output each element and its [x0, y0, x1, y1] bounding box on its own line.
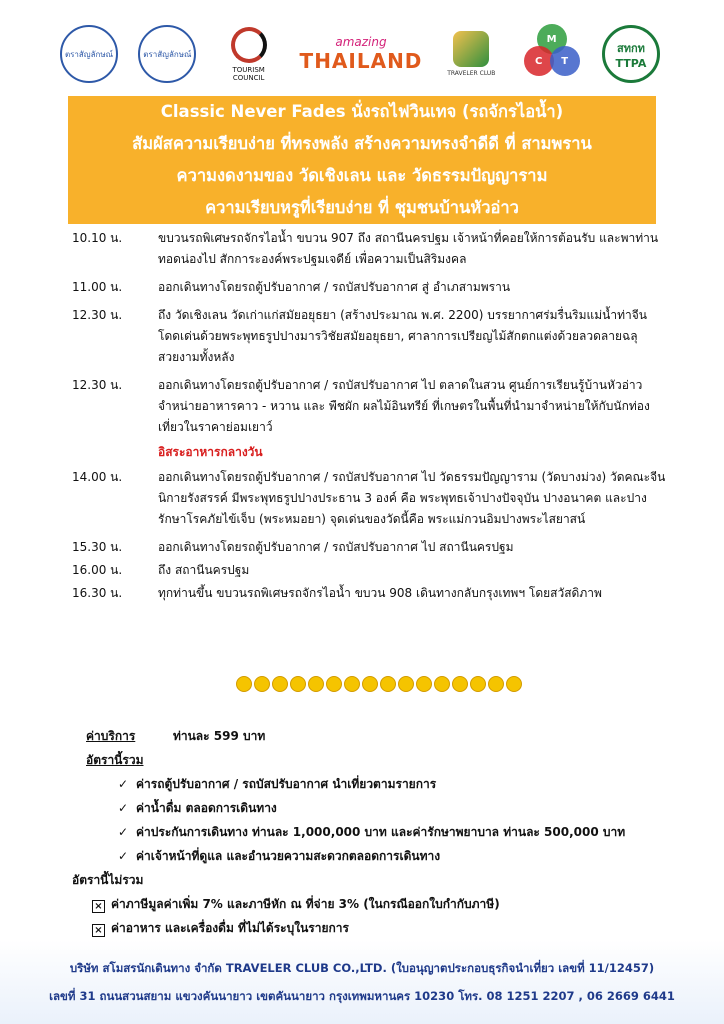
banner-line-3: ความงดงามของ วัดเชิงเลน และ วัดธรรมปัญญาราม [176, 166, 548, 185]
banner-line-2: สัมผัสความเรียบง่าย ที่ทรงพลัง สร้างความทรงจำดีดี ที่ สามพราน [132, 134, 592, 153]
smiley-icon [326, 676, 342, 692]
itinerary-row [72, 375, 672, 438]
org-logo-2: ตราสัญลักษณ์ [138, 25, 196, 83]
smiley-icon [470, 676, 486, 692]
check-icon: ✓ [118, 849, 129, 863]
smiley-icon [236, 676, 252, 692]
time: 11.00 น. [72, 280, 123, 294]
excluded-title: อัตรานี้ไม่รวม [72, 873, 144, 887]
smiley-icon [272, 676, 288, 692]
check-icon: ✓ [118, 825, 129, 839]
smiley-icon [308, 676, 324, 692]
time: 12.30 น. [72, 308, 123, 322]
price-row [86, 724, 666, 748]
smiley-icon [488, 676, 504, 692]
activity: ถึง สถานีนครปฐม [158, 563, 250, 577]
smiley-icon [452, 676, 468, 692]
itinerary [72, 228, 672, 604]
itinerary-row [72, 228, 672, 270]
footer [0, 940, 724, 1024]
footer-address: เลขที่ 31 ถนนสวนสยาม แขวงคันนายาว เขตคันนายาว กรุงเทพมหานคร 10230 โทร. 08 1251 2207 , 06 2669 6441 [49, 989, 675, 1003]
itinerary-row [72, 305, 672, 368]
activity: ออกเดินทางโดยรถตู้ปรับอากาศ / รถบัสปรับอากาศ ไป สถานีนครปฐม [158, 540, 514, 554]
title-banner [68, 96, 656, 224]
itinerary-row [72, 583, 672, 604]
excluded-item: × ค่าอาหาร และเครื่องดื่ม ที่ไม่ได้ระบุในรายการ [86, 916, 666, 940]
itinerary-row [72, 467, 672, 530]
excluded-item: × ค่าภาษีมูลค่าเพิ่ม 7% และภาษีหัก ณ ที่จ่าย 3% (ในกรณีออกใบกำกับภาษี) [86, 892, 666, 916]
footer-company: บริษัท สโมสรนักเดินทาง จำกัด TRAVELER CLUB CO.,LTD. (ใบอนุญาตประกอบธุรกิจนำเที่ยว เลขที่ 11/12457) [69, 961, 655, 975]
check-icon: ✓ [118, 777, 129, 791]
activity: ขบวนรถพิเศษรถจักรไอน้ำ ขบวน 907 ถึง สถานีนครปฐม เจ้าหน้าที่คอยให้การต้อนรับ และพาท่านทอดน่องไป สักการะองค์พระปฐมเจดีย์ เพื่อความเป็นสิริมงคล [158, 231, 659, 266]
check-icon: ✓ [118, 801, 129, 815]
smiley-icon [254, 676, 270, 692]
itinerary-row [72, 537, 672, 558]
price-value: ท่านละ 599 บาท [172, 729, 266, 743]
itinerary-row [72, 277, 672, 298]
price-label: ค่าบริการ [86, 729, 136, 743]
included-item: ✓ ค่าเจ้าหน้าที่ดูแล และอำนวยความสะดวกตลอดการเดินทาง [86, 844, 666, 868]
smiley-icon [398, 676, 414, 692]
mct-logo: M C T [522, 24, 582, 84]
smiley-icon [362, 676, 378, 692]
x-box-icon: × [92, 900, 105, 913]
price-section [72, 724, 666, 940]
activity: ถึง วัดเชิงเลน วัดเก่าแก่สมัยอยุธยา (สร้างประมาณ พ.ศ. 2200) บรรยากาศร่มรื่นริมแม่น้ำท่าจีน โดดเด่นด้วยพระพุทธรูปปางมารวิชัยสมัยอยุธยา, ศาลาการเปรียญไม้สักตกแต่งด้วยลวดลายฉลุสวยงามทั้งหลัง [158, 308, 647, 364]
smiley-icon [434, 676, 450, 692]
smiley-icon [416, 676, 432, 692]
activity: ออกเดินทางโดยรถตู้ปรับอากาศ / รถบัสปรับอากาศ สู่ อำเภสามพราน [158, 280, 511, 294]
time: 14.00 น. [72, 470, 123, 484]
included-title: อัตรานี้รวม [86, 753, 144, 767]
time: 16.30 น. [72, 586, 123, 600]
activity: ออกเดินทางโดยรถตู้ปรับอากาศ / รถบัสปรับอากาศ ไป ตลาดในสวน ศูนย์การเรียนรู้บ้านหัวอ่าว จำหน่ายอาหารคาว - หวาน และ พืชผัก ผลไม้อินทรีย์ ที่เกษตรในพื้นที่นำมาจำหน่ายให้กับนักท่องเที่ยวในราคาย่อมเยาว์ [158, 378, 650, 434]
activity: ออกเดินทางโดยรถตู้ปรับอากาศ / รถบัสปรับอากาศ ไป วัดธรรมปัญญาราม (วัดบางม่วง) วัดคณะจีนนิกายรังสรรค์ มีพระพุทธรูปปางประธาน 3 องค์ คือ พระพุทธเจ้าปางปัจจุบัน ปางอนาคต และปางรักษาโรคภัยไข้เจ็บ (พระหมอยา) จุดเด่นของวัดนี้คือ พระแม่กวนอิมปางพระไสยาสน์ [158, 470, 666, 526]
org-logo-1: ตราสัญลักษณ์ [60, 25, 118, 83]
included-item: ✓ ค่าประกันการเดินทาง ท่านละ 1,000,000 บาท และค่ารักษาพยาบาล ท่านละ 500,000 บาท [86, 820, 666, 844]
amazing-thailand-logo: amazing THAILAND [299, 35, 423, 73]
smiley-icon [290, 676, 306, 692]
banner-line-1: Classic Never Fades นั่งรถไฟวินเทจ (รถจักรไอน้ำ) [160, 102, 564, 121]
logo-row [60, 14, 660, 94]
time: 10.10 น. [72, 231, 123, 245]
included-item: ✓ ค่าน้ำดื่ม ตลอดการเดินทาง [86, 796, 666, 820]
activity: ทุกท่านขึ้น ขบวนรถพิเศษรถจักรไอน้ำ ขบวน 908 เดินทางกลับกรุงเทพฯ โดยสวัสดิภาพ [158, 586, 602, 600]
time: 15.30 น. [72, 540, 123, 554]
banner-line-4: ความเรียบหรูที่เรียบง่าย ที่ ชุมชนบ้านหัวอ่าว [205, 198, 519, 217]
lunch-note: อิสระอาหารกลางวัน [158, 445, 263, 459]
smiley-icon [380, 676, 396, 692]
tourism-council-logo: TOURISM COUNCIL [217, 25, 281, 83]
time: 12.30 น. [72, 378, 123, 392]
traveler-club-logo: TRAVELER CLUB [441, 25, 501, 83]
smiley-icon [344, 676, 360, 692]
divider-smileys [236, 676, 522, 692]
itinerary-row [72, 560, 672, 581]
ttpa-logo: สทกท TTPA [602, 25, 660, 83]
time: 16.00 น. [72, 563, 123, 577]
smiley-icon [506, 676, 522, 692]
included-item: ✓ ค่ารถตู้ปรับอากาศ / รถบัสปรับอากาศ นำเที่ยวตามรายการ [86, 772, 666, 796]
x-box-icon: × [92, 924, 105, 937]
